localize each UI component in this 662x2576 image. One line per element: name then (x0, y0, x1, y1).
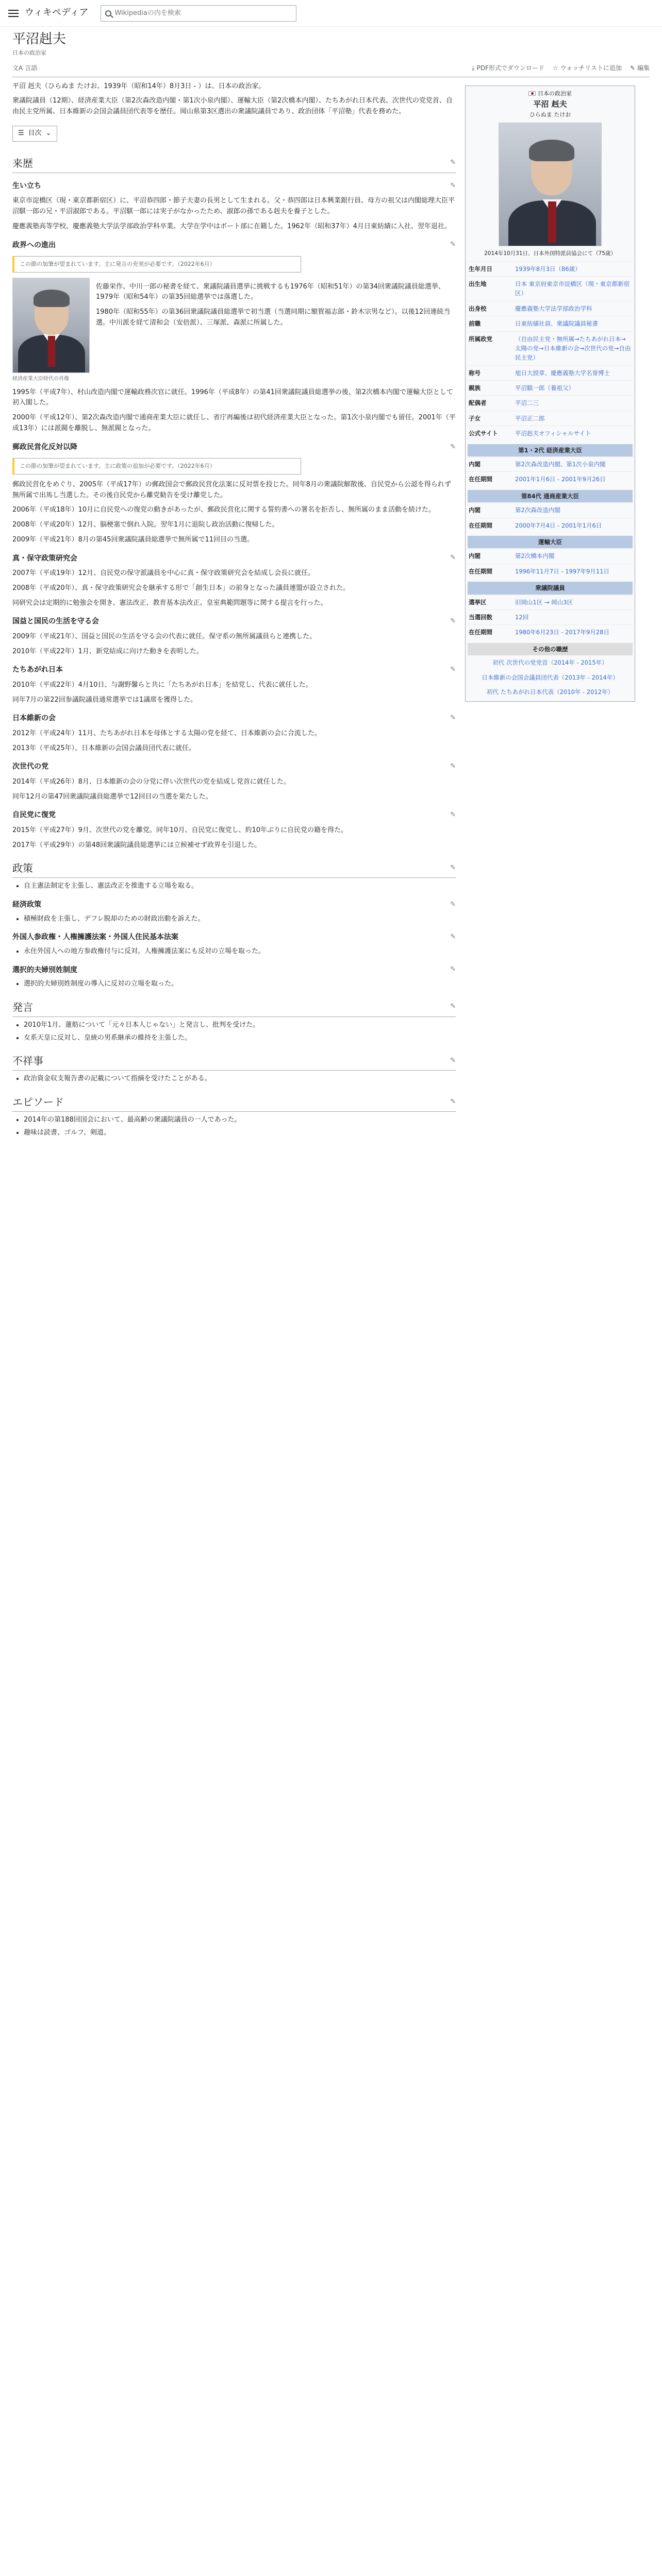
subsection-yusei: 郵政民営化反対以降 ✎ (12, 442, 456, 453)
portrait-image[interactable] (12, 278, 90, 373)
paragraph: 2007年（平成19年）12月、自民党の保守派議員を中心に真・保守政策研究会を結成し会長に就任。 (12, 569, 315, 578)
infobox-value[interactable]: 2001年1月6日 - 2001年9月26日 (515, 476, 606, 483)
infobox-label: 所属政党 (469, 335, 492, 343)
infobox-value[interactable]: 旧岡山1区 → 岡山3区 (515, 598, 573, 606)
paragraph: 慶應義塾高等学校、慶應義塾大学法学部政治学科卒業。大学在学中はボート部に在籍した。1962年（昭和37年）4月日東紡績に入社、翌年退社。 (12, 222, 451, 230)
infobox-label: 称号 (469, 369, 481, 377)
infobox-row (468, 518, 633, 533)
infobox-band: 運輸大臣 (468, 536, 633, 548)
subsection-tachiagare: たちあがれ日本 ✎ (12, 664, 456, 675)
infobox-label: 内閣 (469, 461, 481, 468)
paragraph: 1980年（昭和55年）の第36回衆議院議員総選挙で初当選（当選同期に額賀福志郎・鈴木宗男など）。以後12回連続当選。中川派を経て清和会（安倍派）、三塚派、森派に所属した。 (96, 308, 451, 327)
infobox-rows (468, 261, 633, 441)
infobox-label: 選挙区 (469, 598, 487, 606)
list-item: • 永住外国人への地方参政権付与に反対。人権擁護法案にも反対の立場を取った。 (24, 946, 456, 957)
infobox-photo[interactable] (499, 123, 602, 246)
other-positions (468, 655, 633, 699)
subsection-seiritachi: 生い立ち ✎ (12, 180, 456, 192)
title-area (0, 27, 662, 77)
paragraph: 2013年（平成25年）、日本維新の会国会議員団代表に就任。 (12, 744, 196, 752)
infobox-label: 在任期間 (469, 567, 492, 575)
edit-icon[interactable]: ✎ (450, 159, 456, 167)
infobox (465, 86, 635, 702)
section-episode[interactable]: エピソード ✎ (12, 1094, 456, 1112)
infobox-row (468, 548, 633, 563)
site-header (0, 0, 662, 27)
infobox-label: 配偶者 (469, 399, 487, 407)
paragraph: 同年12月の第47回衆議院議員総選挙で12回目の当選を果たした。 (12, 792, 212, 801)
statement-list (24, 1020, 456, 1044)
policy-list (24, 881, 456, 892)
hamburger-menu-icon[interactable] (8, 10, 19, 17)
section-fushoji[interactable]: 不祥事 ✎ (12, 1053, 456, 1071)
subsection-gaikoku: 外国人参政権・人権擁護法案・外国人住民基本法案 ✎ (12, 931, 456, 943)
other-position-item[interactable]: 初代 たちあがれ日本代表（2010年 - 2012年） (486, 688, 614, 696)
subsection-kokuze: 国益と国民の生活を守る会 ✎ (12, 616, 456, 627)
infobox-value[interactable]: 1939年8月3日（86歳） (515, 265, 581, 273)
infobox-value[interactable]: 慶應義塾大学法学部政治学科 (515, 304, 592, 312)
infobox-caption: 2014年10月31日、日本外国特派員協会にて（75歳） (484, 250, 616, 257)
infobox-row (468, 316, 633, 331)
infobox-row (468, 456, 633, 471)
infobox-row (468, 471, 633, 486)
infobox-value[interactable]: 第2次森改造内閣 (515, 506, 560, 514)
intro-paragraph-2: 衆議院議員（12期）、経済産業大臣（第2次森改造内閣・第1次小泉内閣）、運輸大臣（第2次橋本内閣）、たちあがれ日本代表、次世代の党党首、自由民主党所属、日本維新の会国会議員団代表等を歴任。岡山県第3区選出の衆議院議員であり、政治団体「平沼塾」代表を務めた。 (12, 97, 453, 116)
policy-list (24, 914, 456, 925)
page-subtitle: 日本の政治家 (12, 49, 46, 56)
infobox-label: 子女 (469, 414, 481, 422)
paragraph: 東京市淀橋区（現・東京都新宿区）に、平沼恭四郎・節子夫妻の長男として生まれる。父・恭四郎は日本興業銀行員、母方の祖父は内閣総理大臣平沼騏一郎の兄・平沼淑郎である。平沼騏一郎には実子がなかったため、淑郎の孫である赳夫を養子とした。 (12, 197, 455, 215)
infobox-value[interactable]: 旭日大綬章、慶應義塾大学名誉博士 (515, 369, 610, 377)
infobox-value[interactable]: 12回 (515, 613, 529, 621)
paragraph: 2010年（平成22年）1月、新党結成に向けた動きを表明した。 (12, 647, 203, 655)
paragraph: 2010年（平成22年）4月10日、与謝野馨らと共に「たちあがれ日本」を結党し、代表に就任した。 (12, 681, 312, 689)
episode-list (24, 1115, 456, 1139)
infobox-row (468, 365, 633, 380)
edit-icon[interactable]: ✎ (450, 863, 456, 872)
paragraph: 2008年（平成20年）、真・保守政策研究会を継承する形で「創生日本」の前身となった議員連盟が設立された。 (12, 584, 350, 592)
infobox-column (465, 77, 635, 1142)
infobox-label: 親族 (469, 384, 481, 392)
infobox-label: 在任期間 (469, 629, 492, 636)
paragraph: 2012年（平成24年）11月、たちあがれ日本を母体とする太陽の党を経て、日本維新の会に合流した。 (12, 729, 321, 737)
japan-flag-icon (528, 91, 536, 96)
list-item: • 2014年の第188回国会において、最高齢の衆議院議員の一人であった。 (24, 1115, 456, 1126)
infobox-row (468, 301, 633, 316)
paragraph: 郵政民営化をめぐり、2005年（平成17年）の郵政国会で郵政民営化法案に反対票を投じた。同年8月の衆議院解散後、自民党から公認を得られず無所属で出馬し当選した。その後自民党から離党勧告を受け離党した。 (12, 480, 451, 499)
list-item: • 選択的夫婦別姓制度の導入に反対の立場を取った。 (24, 979, 456, 990)
edit-icon[interactable]: ✎ (450, 1003, 456, 1011)
language-button[interactable]: 文A 言語 (12, 64, 38, 72)
infobox-value[interactable]: 平沼騏一郎（養祖父） (515, 384, 574, 392)
edit-icon[interactable]: ✎ (450, 666, 456, 674)
infobox-row (468, 276, 633, 301)
watchlist-button[interactable]: ☆ ウォッチリストに追加 (552, 64, 622, 72)
policy-list (24, 946, 456, 957)
paragraph: 2015年（平成27年）9月、次世代の党を離党。同年10月、自民党に復党し、約10年ぶりに自民党の籍を得た。 (12, 826, 347, 834)
infobox-value[interactable]: 日本 東京府東京市淀橋区（現・東京都新宿区） (515, 280, 630, 297)
infobox-label: 出身校 (469, 304, 487, 312)
infobox-band: 第1・2代 経済産業大臣 (468, 444, 633, 456)
edit-icon[interactable]: ✎ (450, 443, 456, 451)
paragraph: 2006年（平成18年）10月に自民党への復党の動きがあったが、郵政民営化に関する誓約書への署名を拒否し、無所属のまま活動を続けた。 (12, 506, 436, 514)
paragraph: 2009年（平成21年）、国益と国民の生活を守る会の代表に就任。保守系の無所属議員らと連携した。 (12, 632, 317, 640)
infobox-row (468, 426, 633, 440)
search-icon (105, 10, 111, 16)
infobox-rows (468, 456, 633, 487)
list-item: • 趣味は読書、ゴルフ、剣道。 (24, 1128, 456, 1139)
infobox-label: 出生地 (469, 280, 487, 287)
edit-icon[interactable]: ✎ (450, 965, 456, 974)
infobox-row (468, 380, 633, 395)
infobox-value[interactable]: 第2次橋本内閣 (515, 552, 555, 560)
infobox-value[interactable]: 第2次森改造内閣、第1次小泉内閣 (515, 461, 606, 468)
edit-icon[interactable]: ✎ (450, 241, 456, 249)
infobox-label: 内閣 (469, 506, 481, 514)
infobox-row (468, 411, 633, 426)
section-hatsugen[interactable]: 発言 ✎ (12, 999, 456, 1017)
scandal-list (24, 1074, 456, 1084)
infobox-label: 前職 (469, 320, 481, 328)
policy-list (24, 979, 456, 990)
infobox-row (468, 261, 633, 276)
portrait-caption: 経済産業大臣時代の肖像 (12, 376, 69, 382)
paragraph: 同研究会は定期的に勉強会を開き、憲法改正、教育基本法改正、皇室典範問題等に関する提言を行った。 (12, 599, 327, 607)
paragraph: 同年7月の第22回参議院議員通常選挙では1議席を獲得した。 (12, 696, 197, 704)
paragraph: 2017年（平成29年）の第48回衆議院議員総選挙には立候補せず政界を引退した。 (12, 841, 261, 849)
edit-icon[interactable]: ✎ (450, 811, 456, 819)
infobox-label: 在任期間 (469, 521, 492, 529)
edit-icon[interactable]: ✎ (450, 900, 456, 908)
list-item: • 積極財政を主張し、デフレ脱却のための財政出動を訴えた。 (24, 914, 456, 925)
photo-block (12, 278, 456, 383)
other-position-item[interactable]: 日本維新の会国会議員団代表（2013年 - 2014年） (482, 673, 619, 681)
search-input[interactable] (114, 9, 292, 17)
infobox-row (468, 502, 633, 517)
paragraph: 1995年（平成7年）、村山改造内閣で運輸政務次官に就任。1996年（平成8年）の第41回衆議院議員総選挙の後、第2次橋本内閣で運輸大臣として初入閣した。 (12, 388, 454, 407)
paragraph: 2009年（平成21年）8月の第45回衆議院議員総選挙で無所属で11回目の当選。 (12, 535, 254, 544)
article-body (12, 77, 456, 1142)
infobox-band: その他の職歴 (468, 643, 633, 655)
infobox-value[interactable]: （自由民主党・無所属→たちあがれ日本→太陽の党→日本維新の会→次世代の党→自由民主党） (515, 335, 631, 362)
infobox-row (468, 564, 633, 579)
wikipedia-wordmark[interactable]: ウィキペディア (25, 7, 89, 19)
infobox-rows (468, 548, 633, 579)
infobox-value[interactable]: 日東紡績社員、衆議院議員秘書 (515, 320, 598, 328)
edit-icon[interactable]: ✎ (450, 933, 456, 941)
list-item: • 2010年1月、蓮舫について「元々日本人じゃない」と発言し、批判を受けた。 (24, 1020, 456, 1031)
list-item: • 自主憲法制定を主張し、憲法改正を推進する立場を取る。 (24, 881, 456, 892)
main-area (0, 77, 662, 1142)
expansion-notice: この節の加筆が望まれています。主に発言の充実が必要です。（2022年6月） (12, 256, 301, 273)
infobox-label: 内閣 (469, 552, 481, 560)
expansion-notice: この節の加筆が望まれています。主に政策の追加が必要です。（2022年6月） (12, 458, 301, 474)
infobox-label: 生年月日 (469, 265, 492, 273)
edit-icon[interactable]: ✎ (450, 617, 456, 625)
subsection-shinpo: 真・保守政策研究会 ✎ (12, 553, 456, 564)
pdf-download-button[interactable]: ⤓ PDF形式でダウンロード (472, 64, 544, 72)
subsection-ishin: 日本維新の会 ✎ (12, 713, 456, 724)
subsection-fufu: 選択的夫婦別姓制度 ✎ (12, 964, 456, 976)
other-position-item[interactable]: 初代 次世代の党党首（2014年 - 2015年） (492, 659, 608, 667)
edit-icon[interactable]: ✎ (450, 1056, 456, 1064)
infobox-row (468, 595, 633, 609)
infobox-band: 衆議院議員 (468, 582, 633, 594)
edit-icon[interactable]: ✎ (450, 181, 456, 190)
infobox-label: 当選回数 (469, 613, 492, 621)
list-item: • 政治資金収支報告書の記載について指摘を受けたことがある。 (24, 1074, 456, 1084)
infobox-value[interactable]: 1980年6月23日 - 2017年9月28日 (515, 629, 609, 636)
portrait-figure[interactable] (12, 278, 90, 383)
paragraph: 佐藤栄作、中川一郎の秘書を経て、衆議院議員選挙に挑戦するも1976年（昭和51年）の第34回衆議院議員総選挙、1979年（昭和54年）の第35回総選挙では落選した。 (96, 282, 445, 301)
subsection-jisedai: 次世代の党 ✎ (12, 761, 456, 772)
infobox-row (468, 331, 633, 365)
infobox-rows (468, 502, 633, 533)
infobox-label: 公式サイト (469, 430, 498, 437)
list-icon: ☰ (18, 129, 24, 137)
infobox-band: 第84代 通商産業大臣 (468, 490, 633, 502)
infobox-value[interactable]: 平沼赳夫オフィシャルサイト (515, 430, 591, 437)
infobox-value[interactable]: 平沼正二郎 (515, 414, 545, 422)
infobox-value[interactable]: 1996年11月7日 - 1997年9月11日 (515, 567, 609, 575)
subsection-fukutou: 自民党に復党 ✎ (12, 809, 456, 821)
photo-side-text (96, 278, 456, 383)
subsection-keizai: 経済政策 ✎ (12, 899, 456, 910)
infobox-title: 日本の政治家 平沼 赳夫 ひらぬま たけお (529, 90, 572, 118)
edit-icon[interactable]: ✎ (450, 762, 456, 771)
section-raireki[interactable]: 来歴 ✎ (12, 155, 456, 173)
edit-icon[interactable]: ✎ (450, 714, 456, 722)
infobox-row (468, 609, 633, 624)
infobox-label: 在任期間 (469, 476, 492, 483)
infobox-row (468, 395, 633, 410)
toc-toggle[interactable]: ☰ 目次 ⌄ (12, 126, 57, 142)
subsection-seikai: 政界への進出 ✎ (12, 240, 456, 251)
infobox-rows (468, 595, 633, 640)
infobox-value[interactable]: 2000年7月4日 - 2001年1月6日 (515, 521, 602, 529)
infobox-value[interactable]: 平沼二三 (515, 399, 539, 407)
edit-icon[interactable]: ✎ (450, 1097, 456, 1106)
section-seisaku[interactable]: 政策 ✎ (12, 860, 456, 878)
edit-button[interactable]: ✎ 編集 (630, 64, 650, 72)
infobox-row (468, 624, 633, 639)
list-item: • 女系天皇に反対し、皇統の男系継承の維持を主張した。 (24, 1033, 456, 1044)
paragraph: 2000年（平成12年）、第2次森改造内閣で通商産業大臣に就任し、省庁再編後は初代経済産業大臣となった。第1次小泉内閣でも留任。2001年（平成13年）には派閥を離脱し、無派閥となった。 (12, 414, 456, 432)
edit-icon[interactable]: ✎ (450, 554, 456, 562)
page-toolbar (12, 60, 650, 77)
intro-paragraph-1: 平沼 赳夫（ひらぬま たけお、1939年（昭和14年）8月3日 - ）は、日本の政治家。 (12, 82, 266, 90)
paragraph: 2014年（平成26年）8月、日本維新の会の分党に伴い次世代の党を結成し党首に就任した。 (12, 777, 290, 786)
chevron-down-icon: ⌄ (45, 129, 52, 137)
page-title: 平沼赳夫 (12, 31, 67, 47)
search-box[interactable] (101, 5, 296, 22)
paragraph: 2008年（平成20年）12月、脳梗塞で倒れ入院。翌年1月に退院し政治活動に復帰した。 (12, 521, 279, 529)
